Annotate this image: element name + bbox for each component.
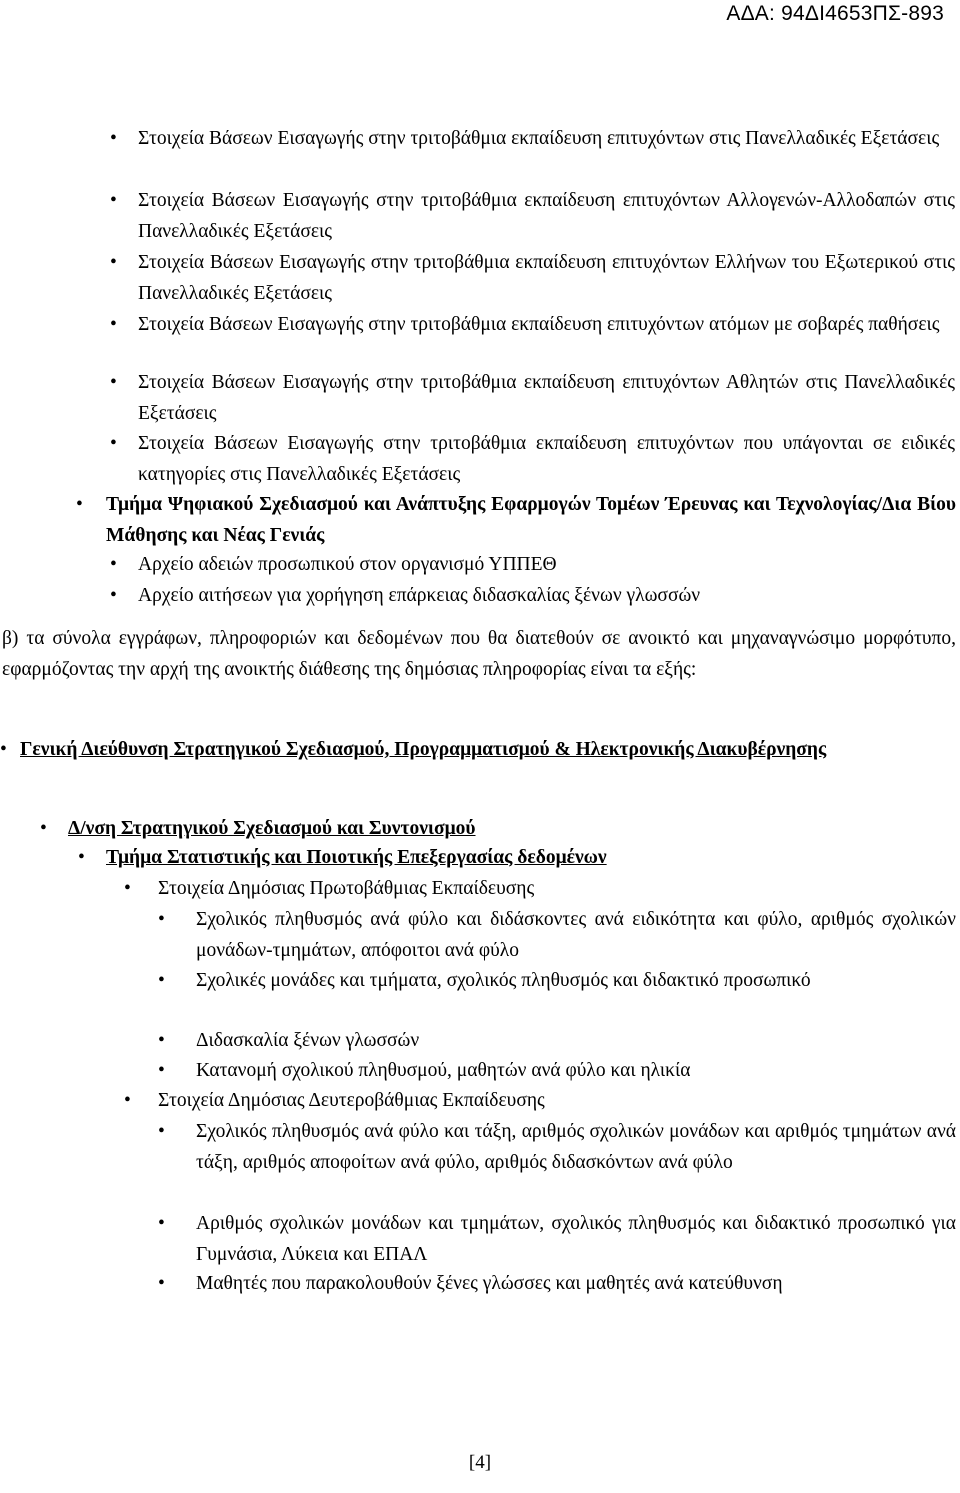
section: • Τμήμα Στατιστικής και Ποιοτικής Επεξεργασίας δεδομένων	[78, 842, 948, 873]
general-directorate: • Γενική Διεύθυνση Στρατηγικού Σχεδιασμού, Προγραμματισμού & Ηλεκτρονικής Διακυβέρνησης	[0, 734, 956, 765]
list-item: • Αρχείο αδειών προσωπικού στον οργανισμό ΥΠΠΕΘ	[110, 549, 955, 580]
bullet-icon: •	[110, 128, 117, 149]
list-item: • Κατανομή σχολικού πληθυσμού, μαθητών ανά φύλο και ηλικία	[158, 1055, 956, 1086]
list-item: • Στοιχεία Βάσεων Εισαγωγής στην τριτοβάθμια εκπαίδευση επιτυχόντων Ελλήνων του Εξωτερικού στις Πανελλαδικές Εξετάσεις	[110, 247, 955, 309]
list-item: • Στοιχεία Βάσεων Εισαγωγής στην τριτοβάθμια εκπαίδευση επιτυχόντων Αθλητών στις Πανελλαδικές Εξετάσεις	[110, 367, 955, 429]
list-item: • Αριθμός σχολικών μονάδων και τμημάτων, σχολικός πληθυσμός και διδακτικό προσωπικό για Γυμνάσια, Λύκεια και ΕΠΑΛ	[158, 1208, 956, 1270]
list-item: • Σχολικός πληθυσμός ανά φύλο και τάξη, αριθμός σχολικών μονάδων και αριθμός τμημάτων ανά τάξη, αριθμός αποφοίτων ανά φύλο, αριθμός διδασκόντων ανά φύλο	[158, 1116, 956, 1178]
bullet-icon: •	[158, 909, 165, 930]
bullet-icon: •	[110, 252, 117, 273]
list-item: • Διδασκαλία ξένων γλωσσών	[158, 1025, 956, 1056]
bullet-icon: •	[0, 739, 7, 760]
bullet-icon: •	[40, 818, 47, 839]
list-item: • Στοιχεία Βάσεων Εισαγωγής στην τριτοβάθμια εκπαίδευση επιτυχόντων που υπάγονται σε ειδικές κατηγορίες στις Πανελλαδικές Εξετάσεις	[110, 428, 955, 490]
secondary-title: • Στοιχεία Δημόσιας Δευτεροβάθμιας Εκπαίδευσης	[124, 1085, 954, 1116]
bullet-icon: •	[158, 1213, 165, 1234]
bullet-icon: •	[158, 1030, 165, 1051]
list-item: • Στοιχεία Βάσεων Εισαγωγής στην τριτοβάθμια εκπαίδευση επιτυχόντων στις Πανελλαδικές Εξετάσεις	[110, 123, 955, 154]
list-item: • Στοιχεία Βάσεων Εισαγωγής στην τριτοβάθμια εκπαίδευση επιτυχόντων Αλλογενών-Αλλοδαπών στις Πανελλαδικές Εξετάσεις	[110, 185, 955, 247]
list-item: • Σχολικές μονάδες και τμήματα, σχολικός πληθυσμός και διδακτικό προσωπικό	[158, 965, 956, 996]
bullet-icon: •	[158, 1273, 165, 1294]
bullet-icon: •	[124, 878, 131, 899]
bullet-icon: •	[158, 1060, 165, 1081]
bullet-icon: •	[110, 314, 117, 335]
bullet-icon: •	[158, 1121, 165, 1142]
bullet-icon: •	[110, 190, 117, 211]
dept-heading: • Τμήμα Ψηφιακού Σχεδιασμού και Ανάπτυξης Εφαρμογών Τομέων Έρευνας και Τεχνολογίας/Δια Βίου Μάθησης και Νέας Γενιάς	[76, 489, 956, 551]
bullet-icon: •	[158, 970, 165, 991]
bullet-icon: •	[110, 554, 117, 575]
bullet-icon: •	[78, 847, 85, 868]
directorate: • Δ/νση Στρατηγικού Σχεδιασμού και Συντονισμού	[40, 813, 940, 844]
list-item: • Μαθητές που παρακολουθούν ξένες γλώσσες και μαθητές ανά κατεύθυνση	[158, 1268, 956, 1299]
bullet-icon: •	[110, 433, 117, 454]
list-item: • Σχολικός πληθυσμός ανά φύλο και διδάσκοντες ανά ειδικότητα και φύλο, αριθμός σχολικών μονάδων-τμημάτων, απόφοιτοι ανά φύλο	[158, 904, 956, 966]
page-number: [4]	[468, 1452, 492, 1473]
paragraph-b: β) τα σύνολα εγγράφων, πληροφοριών και δεδομένων που θα διατεθούν σε ανοικτό και μηχαναγνώσιμο μορφότυπο, εφαρμόζοντας την αρχή της ανοικτής διάθεσης της δημόσιας πληροφορίας είναι τα εξής:	[2, 628, 956, 680]
bullet-icon: •	[76, 494, 83, 515]
list-item: • Στοιχεία Βάσεων Εισαγωγής στην τριτοβάθμια εκπαίδευση επιτυχόντων ατόμων με σοβαρές παθήσεις	[110, 309, 955, 340]
primary-title: • Στοιχεία Δημόσιας Πρωτοβάθμιας Εκπαίδευσης	[124, 873, 954, 904]
bullet-icon: •	[110, 372, 117, 393]
list-item: • Αρχείο αιτήσεων για χορήγηση επάρκειας διδασκαλίας ξένων γλωσσών	[110, 580, 955, 611]
ada-code: ΑΔΑ: 94ΔΙ4653ΠΣ-893	[726, 2, 944, 25]
bullet-icon: •	[124, 1090, 131, 1111]
bullet-icon: •	[110, 585, 117, 606]
